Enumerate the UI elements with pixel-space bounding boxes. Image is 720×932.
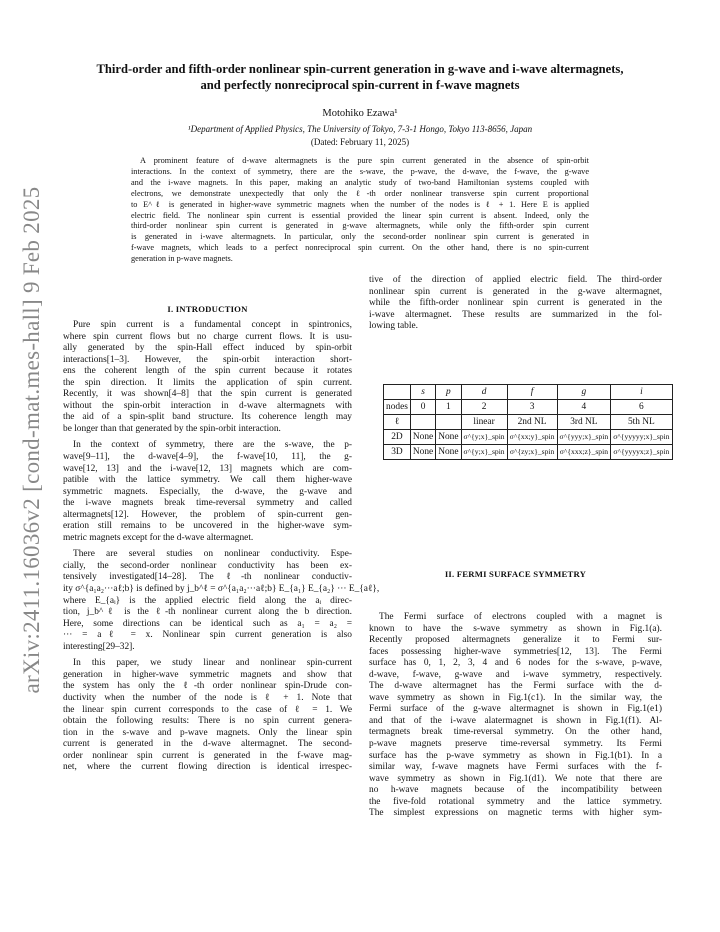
table-cell: σ^{y;x}_spin [461, 430, 507, 445]
table-cell: 2D [384, 430, 411, 445]
abstract-line: and the i-wave magnets. In this paper, making an analytic study of two-band Hamiltonian systems coupled with [131, 177, 589, 187]
abstract [131, 156, 589, 265]
table-cell: 6 [611, 400, 672, 415]
table-cell: 3rd NL [557, 415, 611, 430]
introduction-continued-text [369, 275, 662, 333]
results-table [383, 384, 673, 460]
text-line: altermagnets[12]. However, the problem of spin-current gen- [63, 509, 352, 520]
table-cell: 1 [436, 400, 461, 415]
date-line: (Dated: February 11, 2025) [310, 137, 410, 147]
text-line: patible with the lattice symmetry. We call them higher-wave [63, 475, 352, 486]
table-cell: nodes [384, 400, 411, 415]
table-cell: 4 [557, 400, 611, 415]
table-cell: linear [461, 415, 507, 430]
table-cell [384, 385, 411, 400]
text-line: cially, the second-order nonlinear conductivity has been ex- [63, 560, 352, 571]
text-line: faces possessing higher-wave symmetries[12, 13]. The Fermi [369, 646, 662, 657]
text-line: the spin direction. It limits the application of spin current. [63, 377, 352, 388]
table-cell: σ^{y;x}_spin [461, 445, 507, 460]
text-line: p-wave magnets preserve time-reversal symmetry. Its Fermi [369, 739, 662, 750]
text-line: wave[12, 13] and the i-wave[12, 13] magnets which are com- [63, 463, 352, 474]
paper-title [60, 61, 660, 93]
text-line: generation in higher-wave symmetric magnets and show that [63, 669, 352, 680]
text-line: ity σ^{a₁a₂···aℓ;b} is defined by j_b^ℓ = σ^{a₁a₂···aℓ;b} E_{a₁} E_{a₂} ··· E_{aℓ}, [63, 584, 380, 595]
table-cell [436, 415, 461, 430]
author-name: Motohiko Ezawa¹ [322, 108, 398, 119]
table-cell: σ^{yyyyy;x}_spin [611, 430, 672, 445]
abstract-line: to E^ℓ is generated in higher-wave symmetric magnets when the number of the nodes is ℓ + 1. Here E is applied [131, 199, 589, 209]
text-line: tion, j_b^ℓ is the ℓ-th nonlinear current along the b direction. [63, 607, 352, 618]
text-line: ens the coherent length of the spin current because it rotates [63, 366, 352, 377]
table-row [384, 415, 673, 430]
text-line: eration still remains to be uncovered in the higher-wave sym- [63, 521, 352, 532]
table-cell: None [436, 430, 461, 445]
abstract-line: generation in p-wave magnets. [131, 254, 233, 264]
text-line: obtain the following results: There is no spin current genera- [63, 716, 352, 727]
table-cell: σ^{yyyyx;z}_spin [611, 445, 672, 460]
text-line: without the spin-orbit interaction in d-wave altermagnets with [63, 400, 352, 411]
text-line: net, where the current flowing direction is identical irrespec- [63, 762, 352, 773]
table-cell: 3D [384, 445, 411, 460]
text-line: be longer than that generated by the spin-orbit interaction. [63, 423, 281, 434]
text-line: ductivity when the number of the node is ℓ + 1. Note that [63, 692, 352, 703]
table-cell: σ^{xxx;z}_spin [557, 445, 611, 460]
arxiv-sidebar-stamp [14, 186, 50, 694]
table-cell: σ^{yyy;x}_spin [557, 430, 611, 445]
text-line: nonlinear spin current is generated in the g-wave altermagnet, [369, 286, 662, 297]
section-heading-fermi-surface: II. FERMI SURFACE SYMMETRY [444, 569, 587, 579]
text-line: the i-wave magnets break time-reversal symmetry and called [63, 498, 352, 509]
text-line: tion in the s-wave and p-wave magnets. Only the linear spin [63, 727, 352, 738]
table-cell: f [507, 385, 557, 400]
text-line: tensively investigated[14–28]. The ℓ-th nonlinear conductiv- [63, 572, 352, 583]
text-line: lowing table. [369, 321, 418, 332]
text-line: termagnets break time-reversal symmetry. On the other hand, [369, 727, 662, 738]
text-line: order nonlinear spin current is generated in the f-wave mag- [63, 750, 352, 761]
text-line: known to have the s-wave symmetry as shown in Fig.1(a). [369, 623, 662, 634]
text-line: no h-wave magnets because of the incompatibility between [369, 785, 662, 796]
text-line: ally generated by the spin-Hall effect induced by spin-orbit [63, 343, 352, 354]
table-header-row [384, 385, 673, 400]
title-line: and perfectly nonreciprocal spin-current in f-wave magnets [200, 78, 520, 92]
text-line: ··· = aℓ = x. Nonlinear spin current generation is also [63, 630, 352, 641]
text-line: Recently proposed altermagnets generalize it to Fermi sur- [369, 635, 662, 646]
table-cell: None [410, 445, 435, 460]
text-line: metric magnets except for the d-wave altermagnet. [63, 532, 254, 543]
table-cell: ℓ [384, 415, 411, 430]
table-cell: g [557, 385, 611, 400]
table-cell: None [410, 430, 435, 445]
table-cell [410, 415, 435, 430]
table-cell: σ^{xx;y}_spin [507, 430, 557, 445]
table-cell: 3 [507, 400, 557, 415]
fermi-surface-text [369, 612, 662, 820]
abstract-line: is generated in i-wave altermagnets. In particular, only the second-order nonlinear spin current is generated in [131, 232, 589, 242]
text-line: wave[9–11], the d-wave[4–9], the f-wave[10, 11], the g- [63, 452, 352, 463]
text-line: surface has the p-wave symmetry as shown in Fig.1(b1). In a [369, 750, 662, 761]
text-line: the aid of a spin-split band structure. Its coherence length may [63, 412, 352, 423]
abstract-line: electric field. The nonlinear spin current is essential provided the linear spin current is absent. Indeed, only the [131, 210, 589, 220]
table-cell: σ^{zy;x}_spin [507, 445, 557, 460]
text-line: In this paper, we study linear and nonlinear spin-current [73, 658, 352, 669]
text-line: where spin current flows but no charge current flows. It is usu- [63, 331, 352, 342]
abstract-line: third-order nonlinear spin current is generated in g-wave altermagnets, while only the fifth-order spin current [131, 221, 589, 231]
text-line: the five-fold rotational symmetry and the lattice symmetry. [369, 796, 662, 807]
abstract-line: interactions. In the context of symmetry, there are the s-wave, the p-wave, the d-wave, the f-wave, the g-wave [131, 166, 589, 176]
table-cell: 5th NL [611, 415, 672, 430]
table-cell: d [461, 385, 507, 400]
text-line: while the fifth-order nonlinear spin current is generated in the [369, 298, 662, 309]
arxiv-id-text: arXiv:2411.16036v2 [cond-mat.mes-hall] 9 Feb 2025 [19, 186, 44, 694]
table-row [384, 445, 673, 460]
text-line: interactions[1–3]. However, the spin-orbit interaction short- [63, 354, 352, 365]
table-cell: 2 [461, 400, 507, 415]
text-line: tive of the direction of applied electric field. The third-order [369, 275, 662, 285]
text-line: the linear spin current corresponds to the case of ℓ = 1. We [63, 704, 352, 715]
text-line: Pure spin current is a fundamental concept in spintronics, [73, 320, 352, 330]
text-line: similar way, f-wave magnets have Fermi surfaces with the f- [369, 762, 662, 773]
text-line: and that of the i-wave alatermagnet is shown in Fig.1(f1). Al- [369, 715, 662, 726]
text-line: current is generated in the d-wave altermagnet. The second- [63, 739, 352, 750]
text-line: d-wave, f-wave, g-wave and i-wave symmetry, respectively. [369, 669, 662, 680]
author-affiliation: ¹Department of Applied Physics, The University of Tokyo, 7-3-1 Hongo, Tokyo 113-8656, Japan [187, 124, 533, 134]
table-row [384, 430, 673, 445]
text-line: Here, some directions can be identical such as a₁ = a₂ = [63, 618, 352, 629]
abstract-line: A prominent feature of d-wave altermagnets is the pure spin current generated in the absence of spin-orbit [140, 156, 589, 165]
text-line: The simplest expressions on magnetic terms with higher sym- [369, 808, 662, 819]
table-cell: s [410, 385, 435, 400]
table-cell: 0 [410, 400, 435, 415]
text-line: The Fermi surface of electrons coupled with a magnet is [379, 612, 662, 622]
table-cell: None [436, 445, 461, 460]
table-row [384, 400, 673, 415]
text-line: i-wave altermagnet. These results are summarized in the fol- [369, 309, 662, 320]
abstract-line: electrons, we demonstrate unexpectedly that only the ℓ-th order nonlinear transverse spin current proportional [131, 188, 589, 198]
section-heading-introduction: I. INTRODUCTION [167, 304, 248, 314]
text-line: wave symmetry as shown in Fig.1(c1). In the similar way, the [369, 692, 662, 703]
text-line: symmetric magnets. Especially, the d-wave, the g-wave and [63, 486, 352, 497]
table-cell: p [436, 385, 461, 400]
text-line: the system has only the ℓ-th order nonlinear spin-Drude con- [63, 681, 352, 692]
title-line: Third-order and fifth-order nonlinear spin-current generation in g-wave and i-wave altermagnets, [96, 62, 624, 76]
table-cell: i [611, 385, 672, 400]
text-line: wave symmetry as shown in Fig.1(d1). We note that there are [369, 773, 662, 784]
table-cell: 2nd NL [507, 415, 557, 430]
introduction-text [63, 320, 380, 774]
text-line: where E_{aᵢ} is the applied electric field along the aᵢ direc- [63, 595, 352, 606]
text-line: In the context of symmetry, there are the s-wave, the p- [73, 440, 352, 451]
text-line: Recently, it was shown[4–8] that the spin current is generated [63, 389, 352, 400]
text-line: The d-wave altermagnet has the Fermi surface with the d- [369, 681, 662, 692]
text-line: Fermi surface of the g-wave altermagnet is shown in Fig.1(e1) [369, 704, 662, 715]
text-line: surface has 0, 1, 2, 3, 4 and 6 nodes for the s-wave, p-wave, [369, 658, 662, 669]
text-line: There are several studies on nonlinear conductivity. Espe- [73, 549, 352, 560]
text-line: interesting[29–32]. [63, 641, 135, 652]
abstract-line: f-wave magnets, which leads to a perfect nonreciprocal spin current. On the other hand, there is no spin-current [131, 243, 589, 253]
